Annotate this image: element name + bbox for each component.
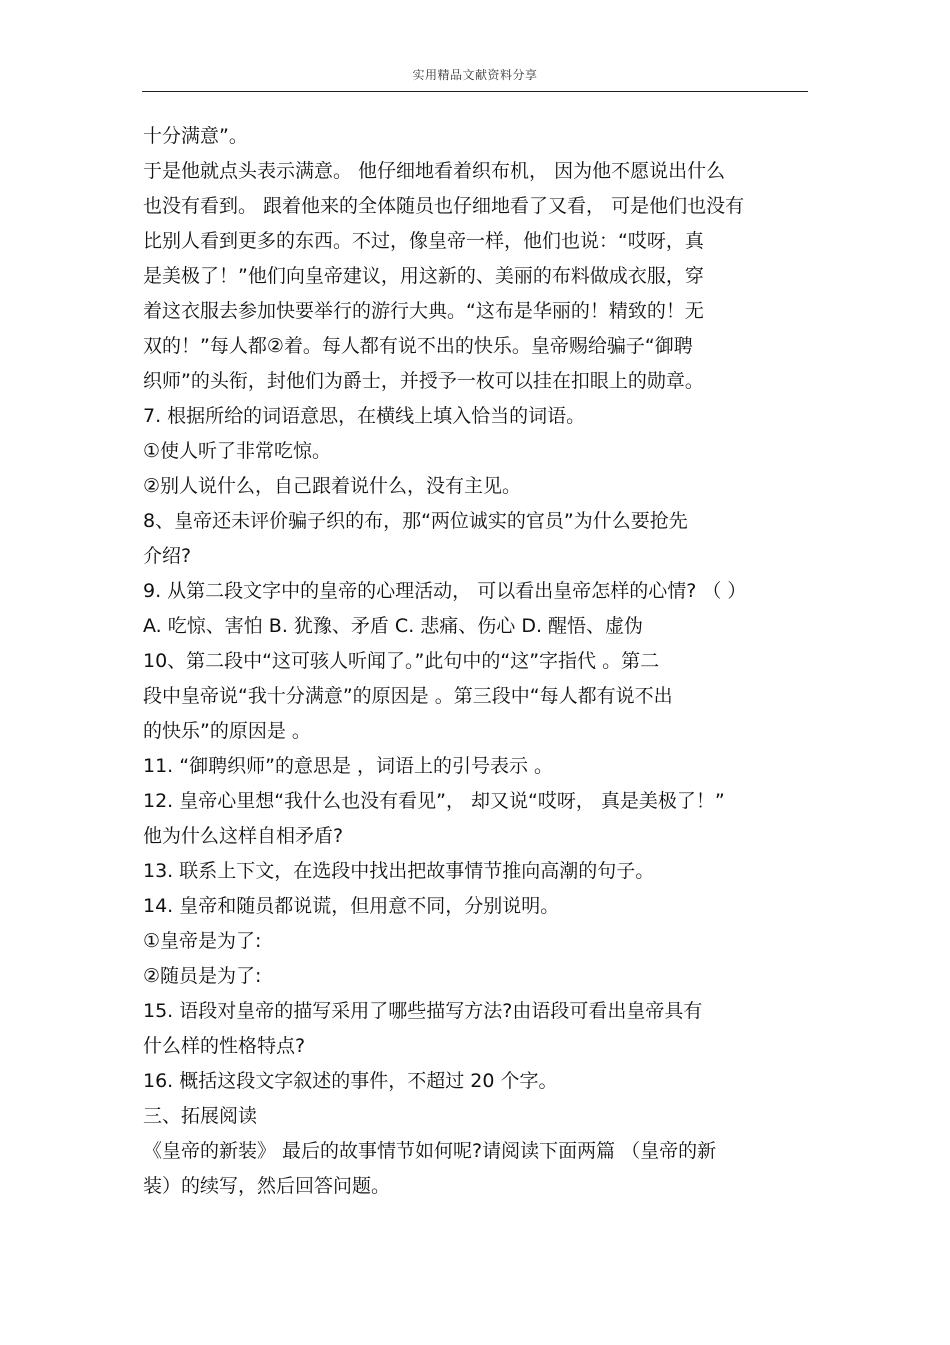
- question-9-options: A. 吃惊、害怕 B. 犹豫、矛盾 C. 悲痛、伤心 D. 醒悟、虚伪: [143, 615, 644, 637]
- question-12: 12. 皇帝心里想“我什么也没有看见”， 却又说“哎呀， 真是美极了！”: [143, 790, 725, 812]
- question-14-item-1: ①皇帝是为了:: [143, 930, 262, 952]
- question-7-item-2: ②别人说什么，自己跟着说什么，没有主见。: [143, 475, 522, 497]
- question-8-cont: 介绍?: [143, 545, 192, 567]
- text-line: 着这衣服去参加快要举行的游行大典。“这布是华丽的！精致的！无: [143, 300, 704, 322]
- question-10-cont: 的快乐”的原因是 。: [143, 720, 311, 742]
- text-line: 于是他就点头表示满意。 他仔细地看着织布机， 因为他不愿说出什么: [143, 160, 726, 182]
- text-line: 也没有看到。 跟着他来的全体随员也仔细地看了又看， 可是他们也没有: [143, 195, 745, 217]
- text-line: 十分满意”。: [143, 125, 248, 147]
- section-heading: 三、拓展阅读: [143, 1105, 258, 1127]
- text-line: 比别人看到更多的东西。不过，像皇帝一样，他们也说：“哎呀，真: [143, 230, 704, 252]
- question-15: 15. 语段对皇帝的描写采用了哪些描写方法?由语段可看出皇帝具有: [143, 1000, 703, 1022]
- text-line: 双的！”每人都②着。每人都有说不出的快乐。皇帝赐给骗子“御聘: [143, 335, 693, 357]
- question-14: 14. 皇帝和随员都说谎，但用意不同，分别说明。: [143, 895, 560, 917]
- document-body: [143, 119, 823, 1204]
- question-15-cont: 什么样的性格特点?: [143, 1035, 306, 1057]
- header-divider: [142, 91, 808, 92]
- question-7: 7. 根据所给的词语意思，在横线上填入恰当的词语。: [143, 405, 586, 427]
- question-13: 13. 联系上下文，在选段中找出把故事情节推向高潮的句子。: [143, 860, 655, 882]
- question-8: 8、皇帝还未评价骗子织的布，那“两位诚实的官员”为什么要抢先: [143, 510, 688, 532]
- question-10: 10、第二段中“这可骇人听闻了。”此句中的“这”字指代 。第二: [143, 650, 660, 672]
- question-10-cont: 段中皇帝说“我十分满意”的原因是 。第三段中“每人都有说不出: [143, 685, 673, 707]
- question-9: 9. 从第二段文字中的皇帝的心理活动， 可以看出皇帝怎样的心情? （ ）: [143, 580, 747, 602]
- text-line: 织师”的头衔，封他们为爵士，并授予一枚可以挂在扣眼上的勋章。: [143, 370, 704, 392]
- question-12-cont: 他为什么这样自相矛盾?: [143, 825, 344, 847]
- question-7-item-1: ①使人听了非常吃惊。: [143, 440, 332, 462]
- question-14-item-2: ②随员是为了:: [143, 965, 262, 987]
- page-header: 实用精品文献资料分享: [412, 68, 538, 82]
- text-line: 《皇帝的新装》 最后的故事情节如何呢?请阅读下面两篇 （皇帝的新: [143, 1140, 717, 1162]
- question-11: 11. “御聘织师”的意思是 ，词语上的引号表示 。: [143, 755, 554, 777]
- text-line: 是美极了！”他们向皇帝建议，用这新的、美丽的布料做成衣服，穿: [143, 265, 704, 287]
- question-16: 16. 概括这段文字叙述的事件，不超过 20 个字。: [143, 1070, 558, 1092]
- text-line: 装）的续写，然后回答问题。: [143, 1175, 391, 1197]
